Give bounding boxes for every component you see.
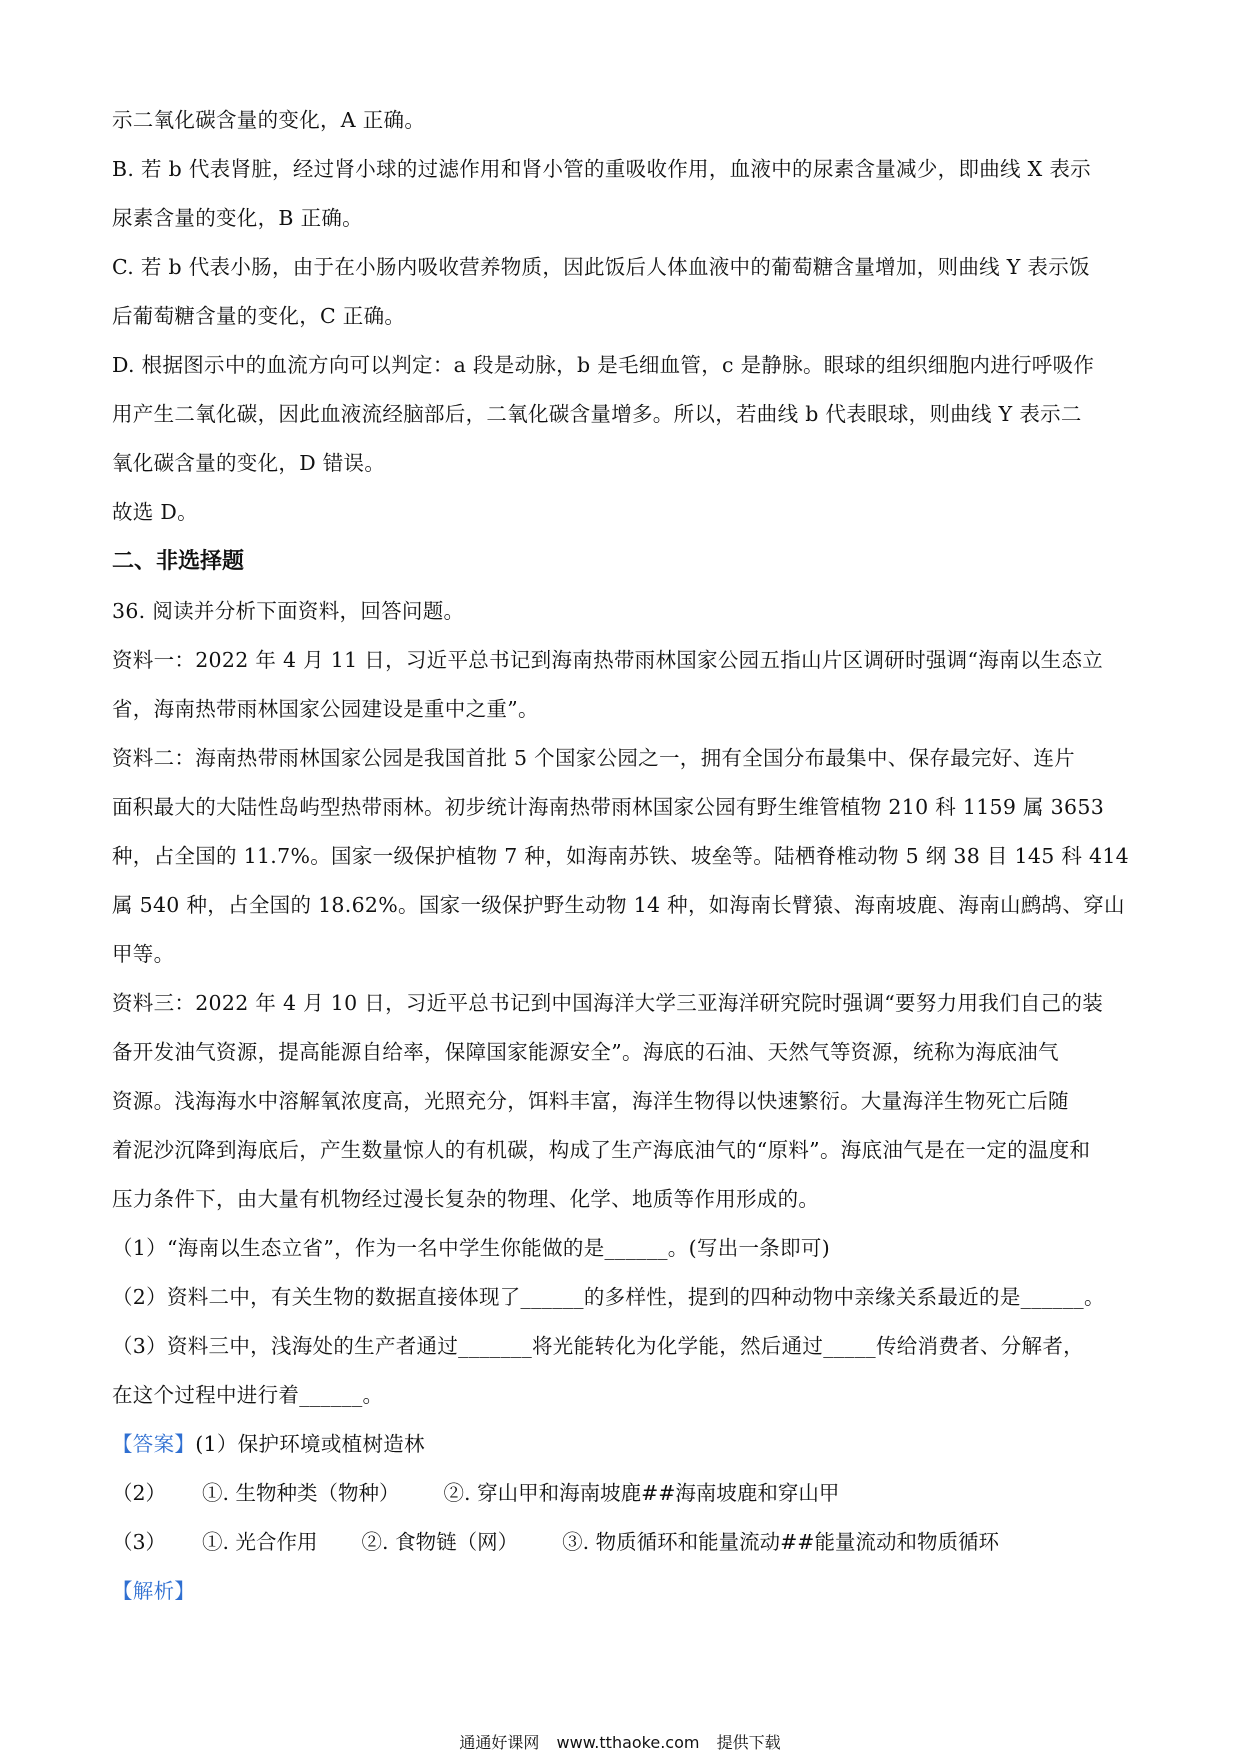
material-line: 资源。浅海海水中溶解氧浓度高，光照充分，饵料丰富，海洋生物得以快速繁衍。大量海洋生物死亡后随 (112, 1089, 1069, 1113)
analysis-tag: 【解析】 (112, 1579, 196, 1603)
answer-line (112, 1518, 1132, 1567)
answer-item: ②. 食物链（网） (361, 1530, 519, 1554)
material-line: 资料一：2022 年 4 月 11 日，习近平总书记到海南热带雨林国家公园五指山片区调研时强调“海南以生态立 (112, 648, 1104, 672)
answer-item: ②. 穿山甲和海南坡鹿##海南坡鹿和穿山甲 (443, 1481, 840, 1505)
material-line: 备开发油气资源，提高能源自给率，保障国家能源安全”。海底的石油、天然气等资源，统称为海底油气 (112, 1040, 1059, 1064)
footer-note: 提供下载 (716, 1733, 781, 1752)
answer-item: ③. 物质循环和能量流动##能量流动和物质循环 (562, 1530, 999, 1554)
material-line: 属 540 种，占全国的 18.62%。国家一级保护野生动物 14 种，如海南长臂猿、海南坡鹿、海南山鹧鸪、穿山 (112, 893, 1125, 917)
sub-question: （2）资料二中，有关生物的数据直接体现了______的多样性，提到的四种动物中亲缘关系最近的是______。 (112, 1285, 1105, 1309)
material-line: 资料二：海南热带雨林国家公园是我国首批 5 个国家公园之一，拥有全国分布最集中、保存最完好、连片 (112, 746, 1075, 770)
material-line: 着泥沙沉降到海底后，产生数量惊人的有机碳，构成了生产海底油气的“原料”。海底油气是在一定的温度和 (112, 1138, 1091, 1162)
material-line: 资料三：2022 年 4 月 10 日，习近平总书记到中国海洋大学三亚海洋研究院时强调“要努力用我们自己的装 (112, 991, 1104, 1015)
answer-part-1: (1）保护环境或植树造林 (195, 1432, 425, 1456)
document-body (112, 96, 1132, 1616)
sub-question: 在这个过程中进行着______。 (112, 1383, 384, 1407)
answer-part-number: （2） (112, 1481, 167, 1505)
text-line: 用产生二氧化碳，因此血液流经脑部后，二氧化碳含量增多。所以，若曲线 b 代表眼球，则曲线 Y 表示二 (112, 402, 1082, 426)
analysis-line (112, 1567, 1132, 1616)
text-line: 尿素含量的变化，B 正确。 (112, 206, 363, 230)
text-line: 故选 D。 (112, 500, 198, 524)
material-line: 种，占全国的 11.7%。国家一级保护植物 7 种，如海南苏铁、坡垒等。陆栖脊椎动物 5 纲 38 目 145 科 414 (112, 844, 1130, 868)
footer-site: 通通好课网 (459, 1733, 540, 1752)
sub-question: （1）“海南以生态立省”，作为一名中学生你能做的是______。(写出一条即可) (112, 1236, 830, 1260)
question-stem: 36. 阅读并分析下面资料，回答问题。 (112, 599, 465, 623)
material-line: 面积最大的大陆性岛屿型热带雨林。初步统计海南热带雨林国家公园有野生维管植物 210 科 1159 属 3653 (112, 795, 1105, 819)
sub-question: （3）资料三中，浅海处的生产者通过_______将光能转化为化学能，然后通过_____传给消费者、分解者， (112, 1334, 1084, 1358)
text-line: 示二氧化碳含量的变化，A 正确。 (112, 108, 426, 132)
text-line: D. 根据图示中的血流方向可以判定：a 段是动脉，b 是毛细血管，c 是静脉。眼球的组织细胞内进行呼吸作 (112, 353, 1095, 377)
footer-url[interactable]: www.tthaoke.com (556, 1733, 700, 1752)
material-line: 压力条件下，由大量有机物经过漫长复杂的物理、化学、地质等作用形成的。 (112, 1187, 820, 1211)
material-line: 省，海南热带雨林国家公园建设是重中之重”。 (112, 697, 539, 721)
answer-item: ①. 生物种类（物种） (202, 1481, 400, 1505)
material-line: 甲等。 (112, 942, 175, 966)
answer-line (112, 1469, 1132, 1518)
answer-item: ①. 光合作用 (202, 1530, 318, 1554)
answer-part-number: （3） (112, 1530, 167, 1554)
page-footer (0, 1730, 1240, 1753)
text-line: B. 若 b 代表肾脏，经过肾小球的过滤作用和肾小管的重吸收作用，血液中的尿素含量减少，即曲线 X 表示 (112, 157, 1091, 181)
answer-tag: 【答案】 (112, 1432, 196, 1456)
text-line: C. 若 b 代表小肠，由于在小肠内吸收营养物质，因此饭后人体血液中的葡萄糖含量增加，则曲线 Y 表示饭 (112, 255, 1090, 279)
text-line: 后葡萄糖含量的变化，C 正确。 (112, 304, 406, 328)
text-line: 氧化碳含量的变化，D 错误。 (112, 451, 386, 475)
answer-line (112, 1420, 1132, 1469)
section-heading: 二、非选择题 (112, 549, 245, 574)
